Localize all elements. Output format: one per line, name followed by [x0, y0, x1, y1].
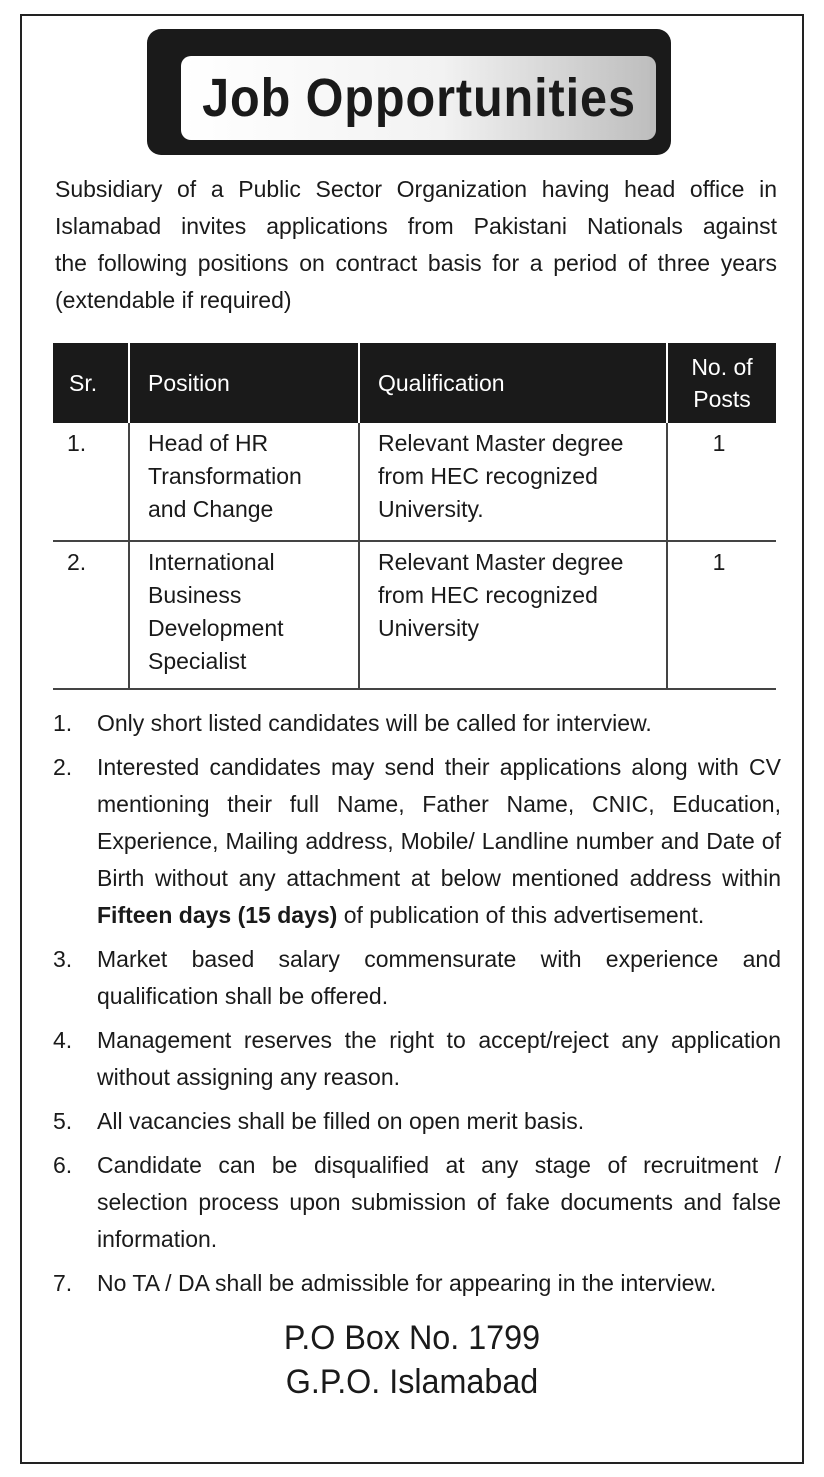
list-text: No TA / DA shall be admissible for appearing in the interview.	[97, 1270, 717, 1296]
position-line: Development	[148, 615, 284, 641]
header-posts	[667, 343, 776, 423]
position-line: Head of HR	[148, 430, 269, 456]
list-number: 5.	[53, 1108, 73, 1134]
list-text: All vacancies shall be filled on open merit basis.	[97, 1108, 585, 1134]
cell-posts: 1	[667, 423, 776, 541]
positions-table	[53, 343, 776, 690]
cell-position	[129, 423, 359, 541]
address-gpo: G.P.O. Islamabad	[285, 1363, 539, 1401]
list-text: Candidate can be disqualified at any stage of recruitment / selection process upon submission of fake documents and false information.	[97, 1152, 781, 1252]
list-item	[53, 705, 781, 742]
list-number: 1.	[53, 710, 73, 736]
address-po-box: P.O Box No. 1799	[283, 1319, 541, 1357]
list-item	[53, 1265, 781, 1302]
table-row	[53, 423, 776, 541]
position-line: International	[148, 549, 275, 575]
list-number: 4.	[53, 1027, 73, 1053]
header-position: Position	[129, 343, 359, 423]
intro-line: Islamabad invites applications from Pakistani Nationals against	[55, 213, 777, 239]
qualification-line: from HEC recognized	[378, 463, 598, 489]
qualification-line: University	[378, 615, 479, 641]
qualification-line: Relevant Master degree	[378, 430, 624, 456]
list-item	[53, 1147, 781, 1258]
position-line: Specialist	[148, 648, 247, 674]
list-number: 6.	[53, 1152, 73, 1178]
list-number: 2.	[53, 754, 73, 780]
list-item	[53, 1103, 781, 1140]
table-header-row	[53, 343, 776, 423]
header-qualification: Qualification	[359, 343, 667, 423]
list-text: of publication of this advertisement.	[337, 902, 705, 928]
table-row	[53, 541, 776, 689]
conditions-list	[53, 705, 781, 1309]
cell-sr: 2.	[53, 541, 129, 689]
cell-qualification	[359, 541, 667, 689]
list-number: 7.	[53, 1270, 73, 1296]
qualification-line: from HEC recognized	[378, 582, 598, 608]
header-posts-line: Posts	[693, 386, 751, 412]
qualification-line: Relevant Master degree	[378, 549, 624, 575]
list-text: Market based salary commensurate with experience and qualification shall be offered.	[97, 946, 781, 1009]
header-posts-line: No. of	[691, 354, 753, 380]
list-item	[53, 941, 781, 1015]
list-item	[53, 1022, 781, 1096]
cell-position	[129, 541, 359, 689]
intro-line: the following positions on contract basis for a period of three years	[55, 250, 777, 276]
header-sr: Sr.	[53, 343, 129, 423]
title-banner	[147, 29, 671, 155]
intro-line: Subsidiary of a Public Sector Organization having head office in	[55, 176, 777, 202]
page-title: Job Opportunities	[201, 68, 636, 128]
cell-sr: 1.	[53, 423, 129, 541]
deadline-text: Fifteen days (15 days)	[97, 902, 338, 928]
title-banner-panel	[181, 56, 656, 140]
list-number: 3.	[53, 946, 73, 972]
intro-line: (extendable if required)	[55, 287, 292, 313]
position-line: Transformation	[148, 463, 302, 489]
qualification-line: University.	[378, 496, 484, 522]
cell-posts: 1	[667, 541, 776, 689]
list-text: Only short listed candidates will be called for interview.	[97, 710, 652, 736]
list-text: Interested candidates may send their applications along with CV mentioning their full Name, Father Name, CNIC, Education, Experience, Mailing address, Mobile/ Landline number and Date of Birth without any attachment at below mentioned address within	[97, 754, 781, 891]
cell-qualification	[359, 423, 667, 541]
list-item	[53, 749, 781, 934]
position-line: Business	[148, 582, 242, 608]
intro-paragraph	[55, 171, 777, 319]
list-text: Management reserves the right to accept/reject any application without assigning any reason.	[97, 1027, 781, 1090]
position-line: and Change	[148, 496, 274, 522]
